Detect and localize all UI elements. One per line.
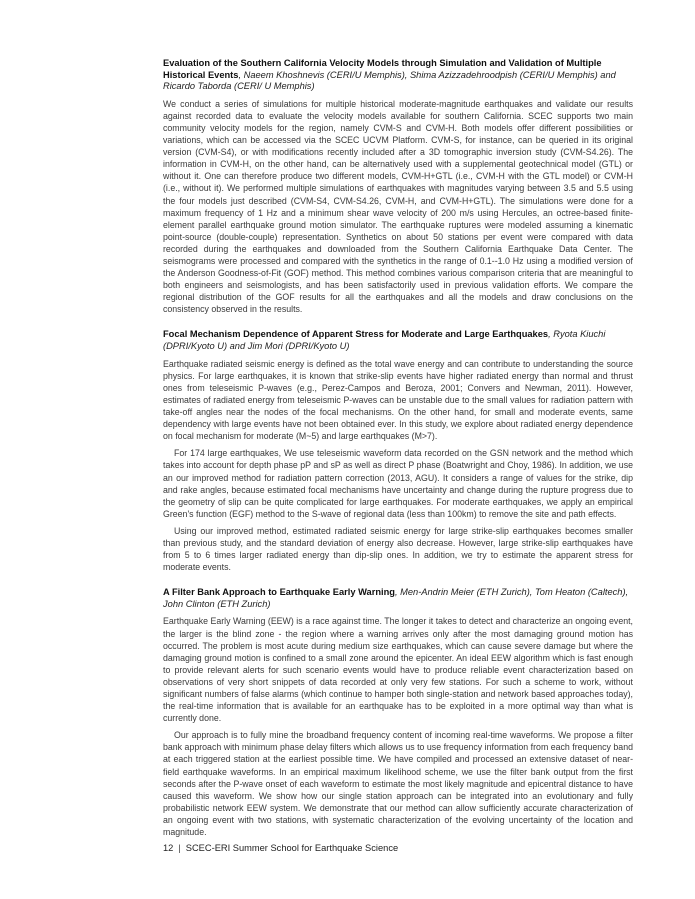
abstract-authors: , Naeem Khoshnevis (CERI/U Memphis), Shima Azizzadehroodpish (CERI/U Memphis) and Ricardo Taborda (CERI/ U Memphis)	[163, 69, 616, 92]
abstract-paragraph: For 174 large earthquakes, We use teleseismic waveform data recorded on the GSN network and the method which takes into account for depth phase pP and sP as well as direct P phase (Boatwright and Choy, 1986). In addition, we use an our improved method for radiation pattern correction (2013, AGU). It considers a range of values for the strike, dip and rake angles, because estimated focal mechanisms have uncertainty and change during the rupture progress due to the geometry of slip can be quite complicated for large earthquakes. For moderate earthquakes, we apply an empirical Green's function (EGF) method to the S-wave of regional data (less than 100km) to remove the site and path effects.	[163, 448, 633, 519]
page-footer	[163, 842, 398, 854]
abstract-paragraph: Earthquake radiated seismic energy is defined as the total wave energy and can contribute to understanding the source physics. For large earthquakes, it is known that strike-slip events have higher radiated energy than normal and thrust ones from teleseismic P-waves (e.g., Perez-Campos and Beroza, 2001; Convers and Newman, 2011). However, estimates of radiated energy from teleseismic P-waves can be unstable due to the small values for radiation pattern with take-off angles near the nodes of the focal mechanisms. On the other hand, for small and moderate events, same dependency with large events have not been obtained ever. In this study, we explore about radiated energy dependence on focal mechanism for moderate (M~5) and large earthquakes (M>7).	[163, 358, 633, 442]
abstract-authors: , Men-Andrin Meier (ETH Zurich), Tom Heaton (Caltech), John Clinton (ETH Zurich)	[163, 587, 629, 609]
abstract-section-velocity-models	[163, 58, 633, 315]
page-number: 12	[163, 843, 174, 853]
abstracts-content	[163, 58, 633, 852]
footer-separator: |	[178, 843, 181, 853]
abstract-section-filter-bank	[163, 587, 633, 838]
abstract-paragraph: Using our improved method, estimated radiated seismic energy for large strike-slip earthquakes becomes smaller than previous study, and the standard deviation of energy also decrease. However, large strike-slip earthquakes have from 5 to 6 times larger radiated energy than dip-slip ones. In addition, we try to estimate the apparent stress for moderate events.	[163, 525, 633, 573]
abstract-heading	[163, 58, 633, 93]
abstract-heading	[163, 587, 633, 610]
abstract-heading	[163, 329, 633, 352]
abstract-title: A Filter Bank Approach to Earthquake Early Warning	[163, 587, 395, 598]
footer-title: SCEC-ERI Summer School for Earthquake Science	[185, 843, 399, 853]
abstract-title: Evaluation of the Southern California Velocity Models through Simulation and Validation of Multiple Historical Events	[163, 58, 602, 80]
abstract-section-focal-mechanism	[163, 329, 633, 573]
abstract-paragraph: We conduct a series of simulations for multiple historical moderate-magnitude earthquakes and validate our results against recorded data to evaluate the velocity models available for southern California. SCEC supports two main community velocity models for the region, namely CVM-S and CVM-H. Both models offer different possibilities or variations, which can be accessed via the SCEC UCVM Platform. CVM-S, for instance, can be queried in its original version (CVM-S4), or with modifications recently included after a 3D tomographic inversion study (CVM-S4.26). The information in CVM-H, on the other hand, can be alternatively used with a supplemental geotechnical model (GTL) or without it. One can therefore produce two different models, CVM-H+GTL (i.e., CVM-H with the GTL model) or CVM-H (i.e., without it). We performed multiple simulations of earthquakes with magnitudes varying between 3.5 and 5.5 using the four models just described (CVM-S4, CVM-S4.26, CVM-H, and CVM-H+GTL). The simulations were done for a maximum frequency of 1 Hz and a minimum shear wave velocity of 200 m/s using Hercules, an octree-based finite-element parallel earthquake ground motion simulator. The earthquake ruptures were modeled assuming a kinematic point-source (double-couple) representation. Synthetics on about 50 stations per event were compared with data recorded during the earthquakes and downloaded from the Southern California Earthquake Data Center. The seismograms were processed and compared with the synthetics in the range of 0.1--1.0 Hz using a modified version of the Anderson Goodness-of-Fit (GOF) method. This method combines various comparison criteria that are meaningful to both engineers and seismologists, and has been satisfactorily used in previous validation efforts. We compare the regional distribution of the GOF results for all the earthquakes and all the models and draw conclusions on the consistency observed in the results.	[163, 98, 633, 315]
abstract-paragraph: Earthquake Early Warning (EEW) is a race against time. The longer it takes to detect and characterize an ongoing event, the larger is the blind zone - the region where a warning arrives only after the most damaging ground motion has occurred. The problem is most acute during medium size earthquakes, which can cause severe damage but where the damaging ground motion is confined to a small zone around the epicenter. An ideal EEW algorithm which is fast enough to provide relevant alerts for such scenario events would have to produce reliable event characterization based on observations of very short snippets of data recorded at only very few stations. For such a scheme to work, without significant numbers of false alarms (which continue to hamper both single-station and network based approaches today), the real-time information that is available for an earthquake has to be exploited in a more optimal way than what is currently done.	[163, 616, 633, 724]
abstract-title: Focal Mechanism Dependence of Apparent Stress for Moderate and Large Earthquakes	[163, 329, 549, 340]
abstract-paragraph: Our approach is to fully mine the broadband frequency content of incoming real-time waveforms. We propose a filter bank approach with minimum phase delay filters which allows us to use frequency information from each frequency band at each triggered station at the earliest possible time. We have compiled and processed an extensive dataset of near-field earthquake waveforms. In an empirical maximum likelihood scheme, we use the filter bank output from the first seconds after the P-wave onset of each waveform to estimate the most likely magnitude and epicentral distance to have caused this waveform. We show how our single station approach can be integrated into an evolutionary and fully probabilistic network EEW system. We demonstrate that our method can allow sufficiently accurate characterization of an ongoing event with two stations, with systematic characterization of the evolving uncertainty of the location and magnitude.	[163, 730, 633, 838]
abstract-authors: , Ryota Kiuchi (DPRI/Kyoto U) and Jim Mori (DPRI/Kyoto U)	[163, 329, 606, 352]
